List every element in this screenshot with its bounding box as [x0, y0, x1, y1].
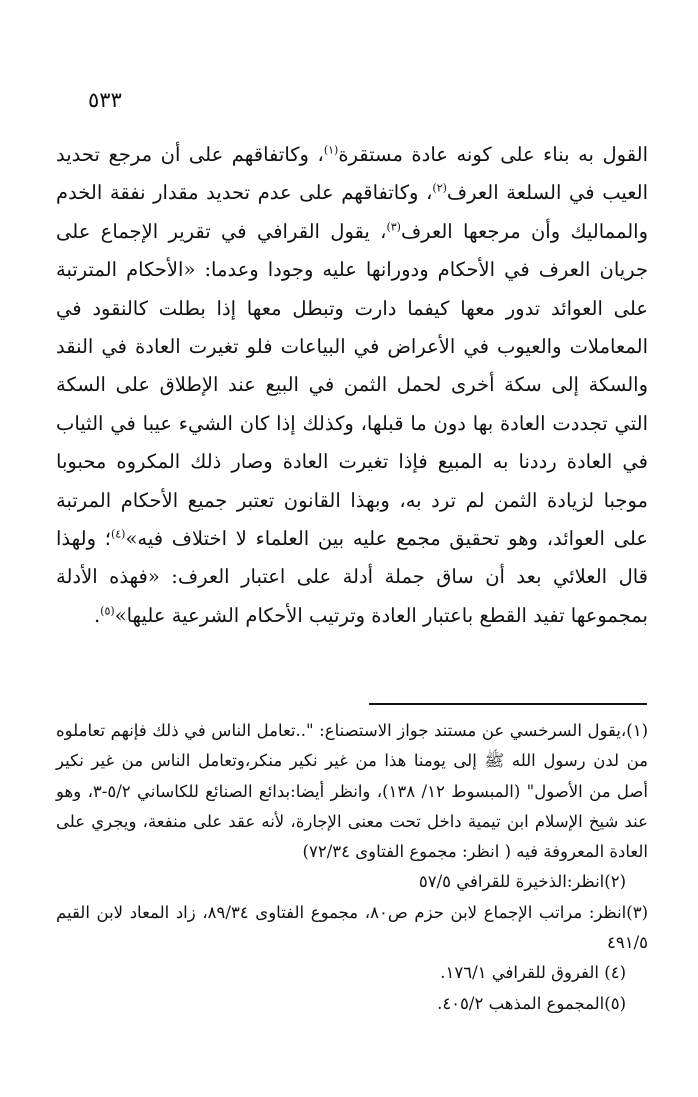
footnote-ref-3[interactable]: (٣): [386, 220, 401, 234]
main-text-segment: .: [93, 603, 101, 627]
main-text-segment: ، وكاتفاقهم على عدم تحديد مقدار نفقة الخدم والمماليك وأن مرجعها العرف: [56, 181, 649, 243]
footnote-4: (٤) الفروق للقرافي ١٧٦/١.: [440, 963, 626, 983]
footnotes: [56, 716, 648, 1019]
main-text-segment: ؛ ولهذا قال العلائي بعد أن ساق جملة أدلة على اعتبار العرف: «فهذه الأدلة بمجموعها تفيد القطع باعتبار العادة وترتيب الأحكام الشرعية عليها»: [56, 527, 648, 627]
footnote-separator: [369, 703, 647, 705]
footnote-ref-2[interactable]: (٢): [432, 181, 447, 195]
footnote-ref-1[interactable]: (١): [323, 143, 339, 157]
footnote-5: (٥)المجموع المذهب ٤٠٥/٢.: [437, 993, 626, 1013]
page-number: ٥٣٣: [88, 88, 122, 112]
footnote-3: (٣)انظر: مراتب الإجماع لابن حزم ص٨٠، مجموع الفتاوى ٨٩/٣٤، زاد المعاد لابن القيم ٤٩١/٥: [56, 902, 648, 953]
main-text-segment: ، وكاتفاقهم على أن مرجع تحديد العيب في السلعة العرف: [56, 143, 649, 205]
footnote-2: (٢)انظر:الذخيرة للقرافي ٥٧/٥: [418, 872, 626, 892]
main-text-segment: القول به بناء على كونه عادة مستقرة: [338, 143, 648, 166]
main-text: [56, 136, 648, 635]
footnote-1: (١)،يقول السرخسي عن مستند جواز الاستصناع: "..تعامل الناس في ذلك فإنهم تعاملوه من لدن رسول الله ﷺ إلى يومنا هذا من غير نكير منكر،وتعامل الناس من غير نكير أصل من الأصول" (المبسوط ١٢/ ١٣٨)، وانظر أيضا:بدائع الصنائع للكاساني ٥/٢-٣، وهو عند شيخ الإسلام ابن تيمية داخل تحت معنى الإجارة، لأنه عقد على منفعة، ويجري على العادة المعروفة فيه ( انظر: مجموع الفتاوى ٧٢/٣٤): [56, 721, 649, 862]
footnote-ref-4[interactable]: (٤): [110, 527, 126, 541]
footnote-ref-5[interactable]: (٥): [100, 604, 115, 618]
main-text-segment: ، يقول القرافي في تقرير الإجماع على جريان العرف في الأحكام ودورانها عليه وجودا وعدما: «الأحكام المترتبة على العوائد تدور معها كيفما دارت وتبطل معها إذا بطلت كالنقود في المعاملات والعيوب في الأعراض في البياعات فلو تغيرت العادة في النقد والسكة إلى سكة أخرى لحمل الثمن في البيع عند الإطلاق على السكة التي تجددت العادة بها دون ما قبلها، وكذلك إذا كان الشيء عيبا في الثياب في العادة رددنا به المبيع فإذا تغيرت العادة وصار ذلك المكروه محبوبا موجبا لزيادة الثمن لم ترد به، وبهذا القانون تعتبر جميع الأحكام المرتبة على العوائد، وهو تحقيق مجمع عليه بين العلماء لا اختلاف فيه»: [56, 219, 648, 551]
